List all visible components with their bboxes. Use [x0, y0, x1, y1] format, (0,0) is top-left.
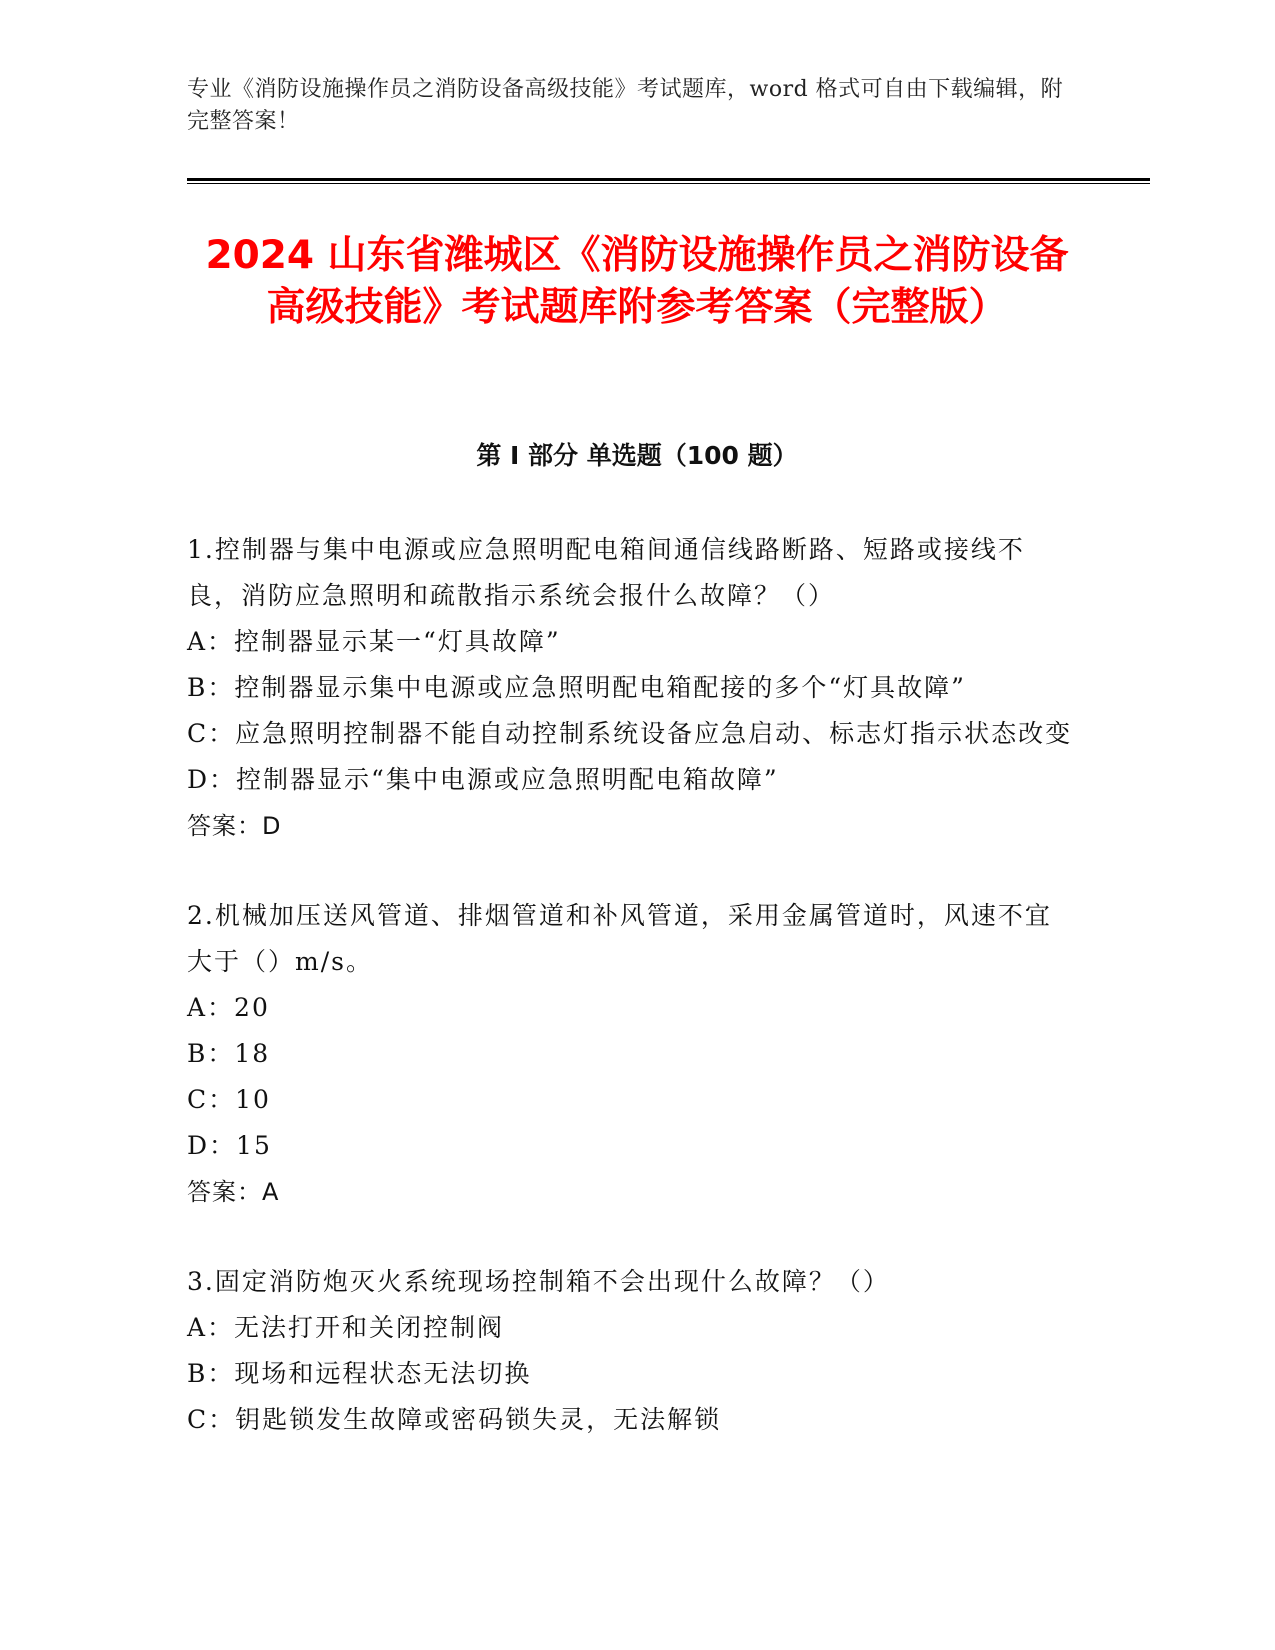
- option-c: C：10: [187, 1085, 271, 1114]
- option-d: D：控制器显示“集中电源或应急照明配电箱故障”: [187, 765, 779, 794]
- option-b: B：控制器显示集中电源或应急照明配电箱配接的多个“灯具故障”: [187, 673, 966, 702]
- header-rule-thick: [187, 178, 1150, 181]
- option-c: C：钥匙锁发生故障或密码锁失灵，无法解锁: [187, 1405, 722, 1434]
- header-note: 专业《消防设施操作员之消防设备高级技能》考试题库，word 格式可自由下载编辑，附完整答案！: [187, 77, 1064, 134]
- option-c: C：应急照明控制器不能自动控制系统设备应急启动、标志灯指示状态改变: [187, 719, 1073, 748]
- question-text: 3.固定消防炮灭火系统现场控制箱不会出现什么故障？（）: [187, 1267, 890, 1296]
- section-title: 第 I 部分 单选题（100 题）: [476, 441, 798, 470]
- question-text: 2.机械加压送风管道、排烟管道和补风管道，采用金属管道时，风速不宜大于（）m/s。: [187, 901, 1052, 976]
- question-3: [187, 1259, 1077, 1443]
- option-d: D：15: [187, 1131, 272, 1160]
- header-rule-thin: [187, 183, 1150, 184]
- option-a: A：20: [187, 993, 270, 1022]
- option-a: A：控制器显示某一“灯具故障”: [187, 627, 561, 656]
- answer: 答案：D: [187, 812, 282, 840]
- question-list: [187, 527, 1077, 1487]
- answer: 答案：A: [187, 1178, 280, 1206]
- question-text: 1.控制器与集中电源或应急照明配电箱间通信线路断路、短路或接线不良，消防应急照明和疏散指示系统会报什么故障？（）: [187, 535, 1025, 610]
- option-b: B：18: [187, 1039, 271, 1068]
- question-2: [187, 893, 1077, 1215]
- document-title: 2024 山东省潍城区《消防设施操作员之消防设备高级技能》考试题库附参考答案（完整版）: [205, 233, 1069, 330]
- option-a: A：无法打开和关闭控制阀: [187, 1313, 505, 1342]
- option-b: B：现场和远程状态无法切换: [187, 1359, 532, 1388]
- question-1: [187, 527, 1077, 849]
